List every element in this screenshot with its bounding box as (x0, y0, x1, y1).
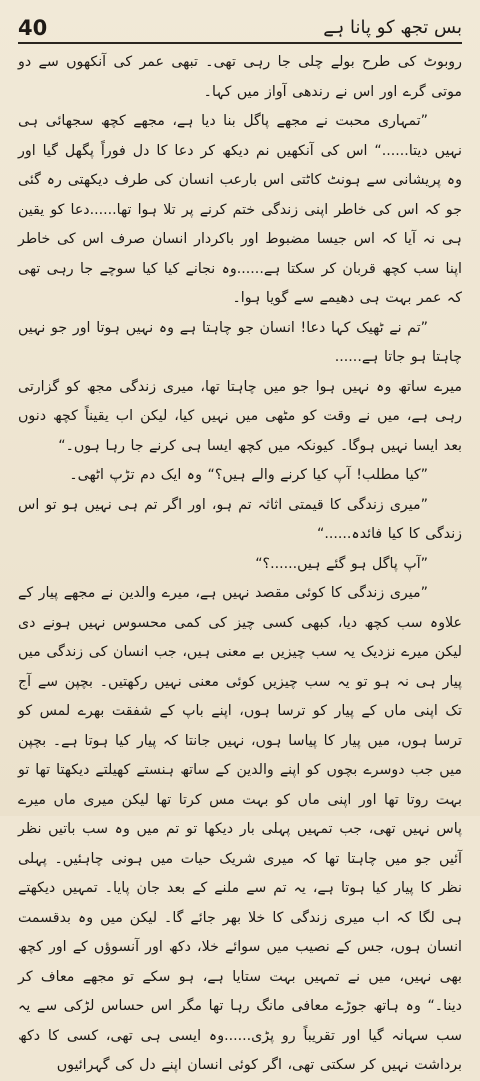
paragraph: ”کیا مطلب! آپ کیا کرنے والے ہیں؟“ وہ ایک دم تڑپ اٹھی۔ (69, 467, 428, 483)
paragraph: ”آپ پاگل ہو گئے ہیں......؟“ (255, 555, 428, 572)
paragraph: ”میری زندگی کا قیمتی اثاثہ تم ہو، اور اگر تم ہی نہیں ہو تو اس زندگی کا کیا فائدہ......“ (18, 496, 462, 542)
running-title: بس تجھ کو پانا ہے (323, 17, 462, 38)
paragraph: میرے ساتھ وہ نہیں ہوا جو میں چاہتا تھا، میری زندگی مجھ کو گزارتی رہی ہے، میں نے وقت کو مٹھی میں نہیں کیا، لیکن اب یقیناً کچھ دنوں بعد ایسا نہیں ہوگا۔ کیونکہ میں کچھ ایسا ہی کرنے جا رہا ہوں۔“ (18, 378, 462, 454)
paragraph: ”تم نے ٹھیک کہا دعا! انسان جو چاہتا ہے وہ نہیں ہوتا اور جو نہیں چاہتا ہو جاتا ہے...... (18, 319, 462, 365)
page-number: 40 (18, 16, 48, 40)
page-header (18, 12, 462, 44)
paragraph: روبوٹ کی طرح بولے چلی جا رہی تھی۔ تبھی عمر کی آنکھوں سے دو موتی گرے اور اس نے رندھی آواز میں کہا۔ (18, 54, 462, 100)
body-text (18, 48, 462, 1081)
paragraph: ”میری زندگی کا کوئی مقصد نہیں ہے، میرے والدین نے مجھے پیار کے علاوہ سب کچھ دیا، کبھی کسی چیز کی کمی محسوس نہیں ہونے دی لیکن میرے نزدیک یہ سب چیزیں بے معنی ہیں، جب انسان کی زندگی میں پیار ہی نہ ہو تو یہ سب چیزیں کوئی معنی نہیں رکھتیں۔ بچپن سے آج تک اپنی ماں کے پیار کو ترسا ہوں، اپنے باپ کے شفقت بھرے لمس کو ترسا ہوں، میں پیار کا پیاسا ہوں، نہیں جانتا کہ پیار کیا ہوتا ہے۔ بچپن میں جب دوسرے بچوں کو اپنے والدین کے ساتھ ہنستے کھیلتے دیکھتا تھا تو بہت روتا تھا اور اپنی ماں کو بہت مس کرتا تھا لیکن میری ماں میرے پاس نہیں تھی، جب تمہیں پہلی بار دیکھا تو تم میں وہ سب باتیں نظر آئیں جو میں چاہتا تھا کہ میری شریک حیات میں ہونی چاہئیں۔ پہلی نظر کا پیار کیا ہوتا ہے، یہ تم سے ملنے کے بعد جان پایا۔ تمہیں دیکھتے ہی لگا کہ اب میری زندگی کا خلا بھر جائے گا۔ لیکن میں وہ بدقسمت انسان ہوں، جس کے نصیب میں سوائے خلا، دکھ اور آنسوؤں کے اور کچھ بھی نہیں، میں نے تمہیں بہت ستایا ہے، ہو سکے تو مجھے معاف کر دینا۔“ وہ ہاتھ جوڑے معافی مانگ رہا تھا مگر اس حساس لڑکی سے یہ سب سہانہ گیا اور تقریباً رو پڑی......وہ ایسی ہی تھی، کسی کا دکھ برداشت نہیں کر سکتی تھی، اگر کوئی انسان اپنے دل کی گہرائیوں (18, 585, 462, 1073)
paragraph: ”تمہاری محبت نے مجھے پاگل بنا دیا ہے، مجھے کچھ سجھائی ہی نہیں دیتا......“ اس کی آنکھیں نم دیکھ کر دعا کا دل فوراً پگھل گیا اور وہ پریشانی سے ہونٹ کاٹتی اس بارعب انسان کی طرف دیکھتی رہ گئی جو کہ اس کی خاطر اپنی زندگی ختم کرنے پر تلا ہوا تھا......دعا کو یقین ہی نہ آیا کہ اس جیسا مضبوط اور باکردار انسان صرف اس کی خاطر اپنا سب کچھ قربان کر سکتا ہے......وہ نجانے کیا کیا سوچے جا رہی تھی کہ عمر بہت ہی دھیمے سے گویا ہوا۔ (18, 113, 462, 306)
